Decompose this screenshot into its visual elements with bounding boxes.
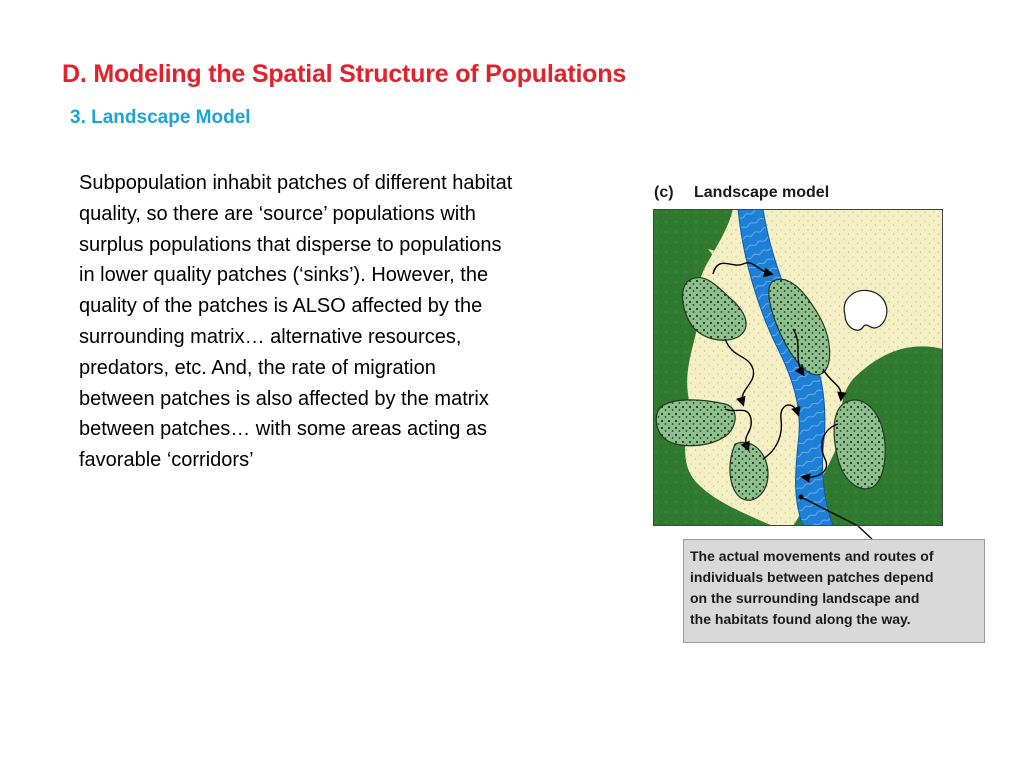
body-line: surrounding matrix… alternative resources,: [79, 325, 462, 348]
body-line: favorable ‘corridors’: [79, 449, 254, 472]
body-line: predators, etc. And, the rate of migration: [79, 356, 436, 379]
body-line: between patches… with some areas acting as: [79, 418, 487, 441]
body-line: in lower quality patches (‘sinks’). However, the: [79, 264, 489, 287]
slide-title: D. Modeling the Spatial Structure of Populations: [62, 60, 627, 88]
body-line: Subpopulation inhabit patches of different habitat: [79, 172, 513, 194]
caption-line: on the surrounding landscape and: [690, 590, 920, 606]
leader-line-extension: [855, 526, 875, 540]
unsuitable-patch: [844, 290, 887, 330]
body-paragraph: [79, 168, 639, 476]
figure-panel-letter: (c): [654, 184, 674, 201]
body-line: between patches is also affected by the matrix: [79, 387, 489, 410]
landscape-map: [653, 209, 943, 526]
caption-line: the habitats found along the way.: [690, 611, 911, 627]
caption-line: individuals between patches depend: [690, 569, 934, 585]
figure-panel-title: Landscape model: [694, 184, 830, 201]
body-line: quality of the patches is ALSO affected by the: [79, 295, 483, 318]
body-line: quality, so there are ‘source’ populations with: [79, 202, 476, 225]
figure-caption-box: [683, 539, 985, 643]
slide-subtitle: 3. Landscape Model: [70, 107, 251, 128]
body-line: surplus populations that disperse to populations: [79, 233, 502, 256]
caption-line: The actual movements and routes of: [690, 548, 934, 564]
